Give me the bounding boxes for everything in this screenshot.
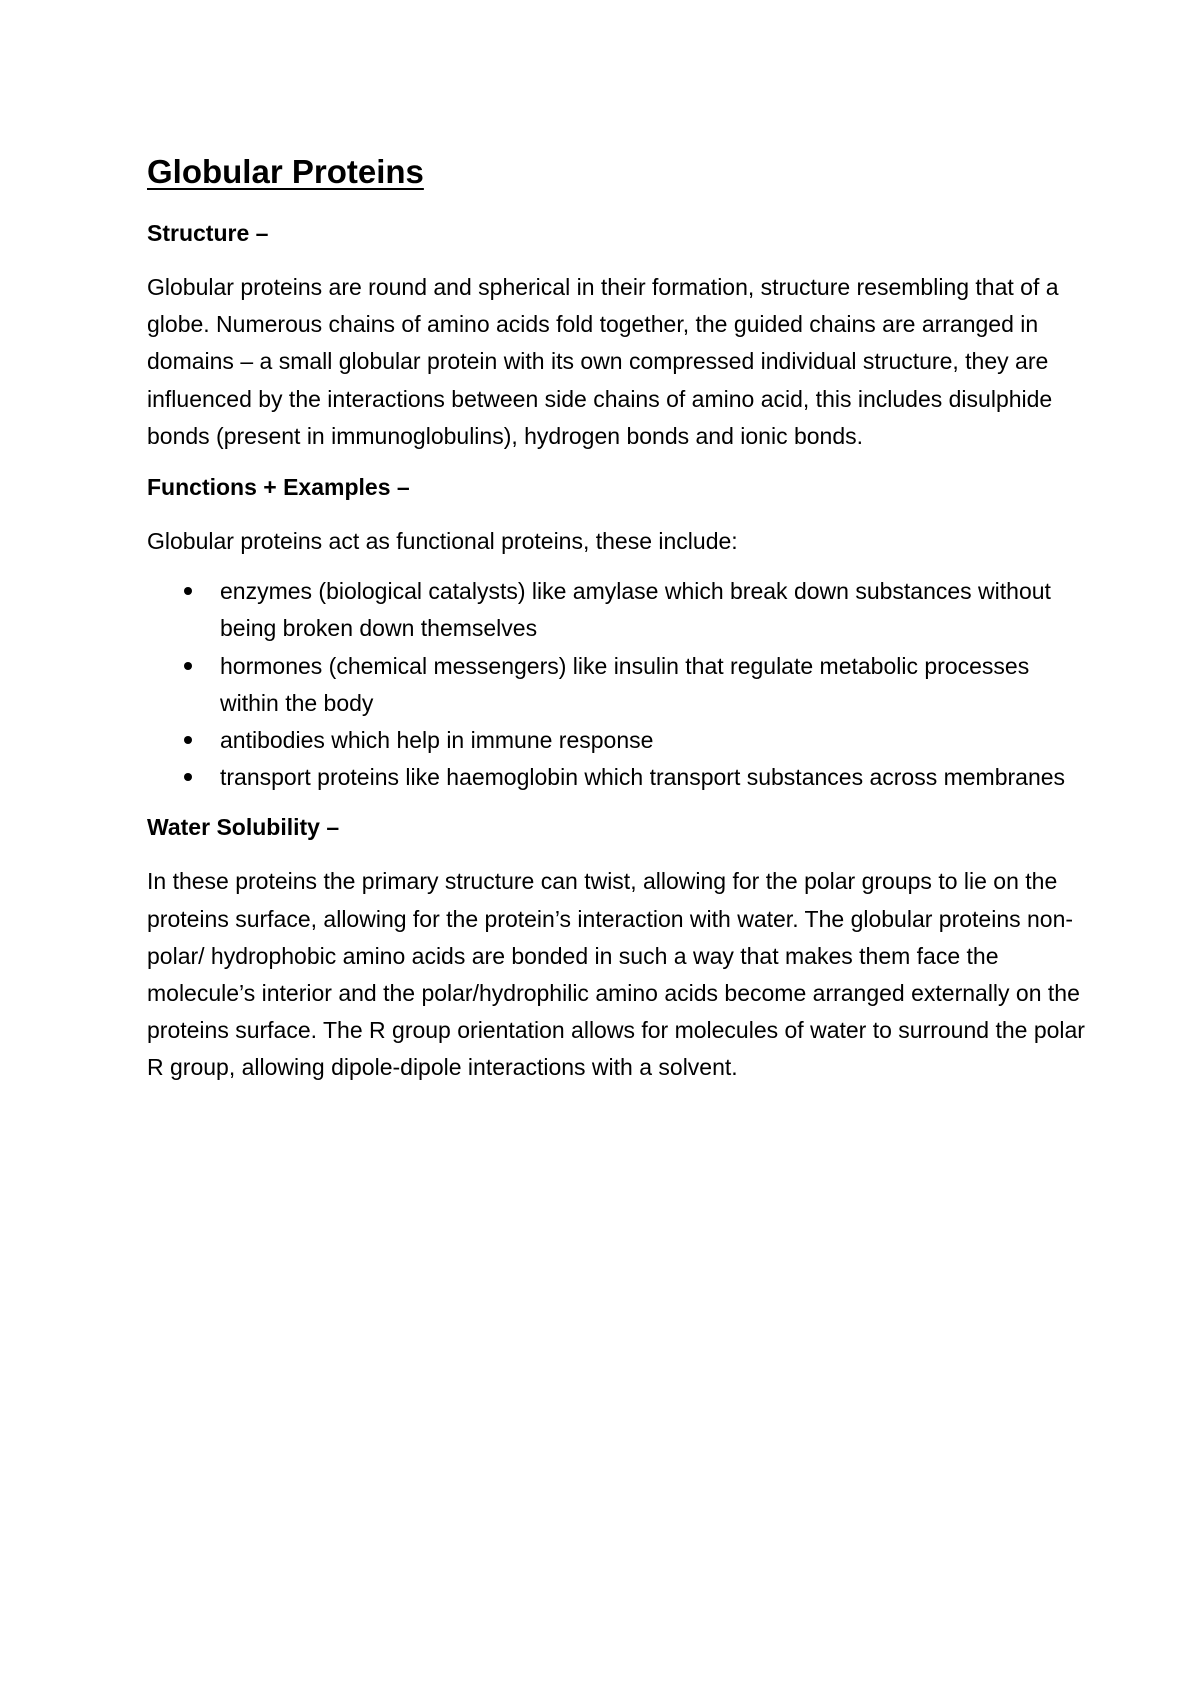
bullet-icon [184, 662, 192, 670]
list-item-text: transport proteins like haemoglobin which transport substances across membranes [220, 764, 1066, 791]
list-item-text: antibodies which help in immune response [220, 727, 654, 754]
structure-paragraph: Globular proteins are round and spherical in their formation, structure resembling that of a globe. Numerous chains of amino acids fold together, the guided chains are arranged in domains – a small globular protein with its own compressed individual structure, they are influenced by the interactions between side chains of amino acid, this includes disulphide bonds (present in immunoglobulins), hydrogen bonds and ionic bonds. [147, 274, 1059, 449]
section-heading-structure: Structure – [147, 220, 269, 246]
functions-bullet-list [147, 573, 1087, 796]
list-item-text: hormones (chemical messengers) like insulin that regulate metabolic processes within the body [220, 652, 1030, 716]
functions-intro-paragraph: Globular proteins act as functional proteins, these include: [147, 528, 738, 555]
water-solubility-paragraph: In these proteins the primary structure can twist, allowing for the polar groups to lie on the proteins surface, allowing for the protein’s interaction with water. The globular proteins non-polar/ hydrophobic amino acids are bonded in such a way that makes them face the molecule’s interior and the polar/hydrophilic amino acids become arranged externally on the proteins surface. The R group orientation allows for molecules of water to surround the polar R group, allowing dipole-dipole interactions with a solvent. [147, 868, 1085, 1081]
list-item-text: enzymes (biological catalysts) like amylase which break down substances without being broken down themselves [220, 578, 1051, 642]
bullet-icon [184, 736, 192, 744]
document-page [147, 152, 1087, 1104]
list-item [147, 759, 1087, 796]
list-item [147, 722, 1087, 759]
section-heading-functions: Functions + Examples – [147, 474, 410, 501]
list-item [147, 573, 1087, 647]
bullet-icon [184, 587, 192, 595]
section-heading-water-solubility: Water Solubility – [147, 814, 340, 841]
list-item [147, 648, 1087, 722]
bullet-icon [184, 773, 192, 781]
page-title: Globular Proteins [147, 153, 424, 190]
